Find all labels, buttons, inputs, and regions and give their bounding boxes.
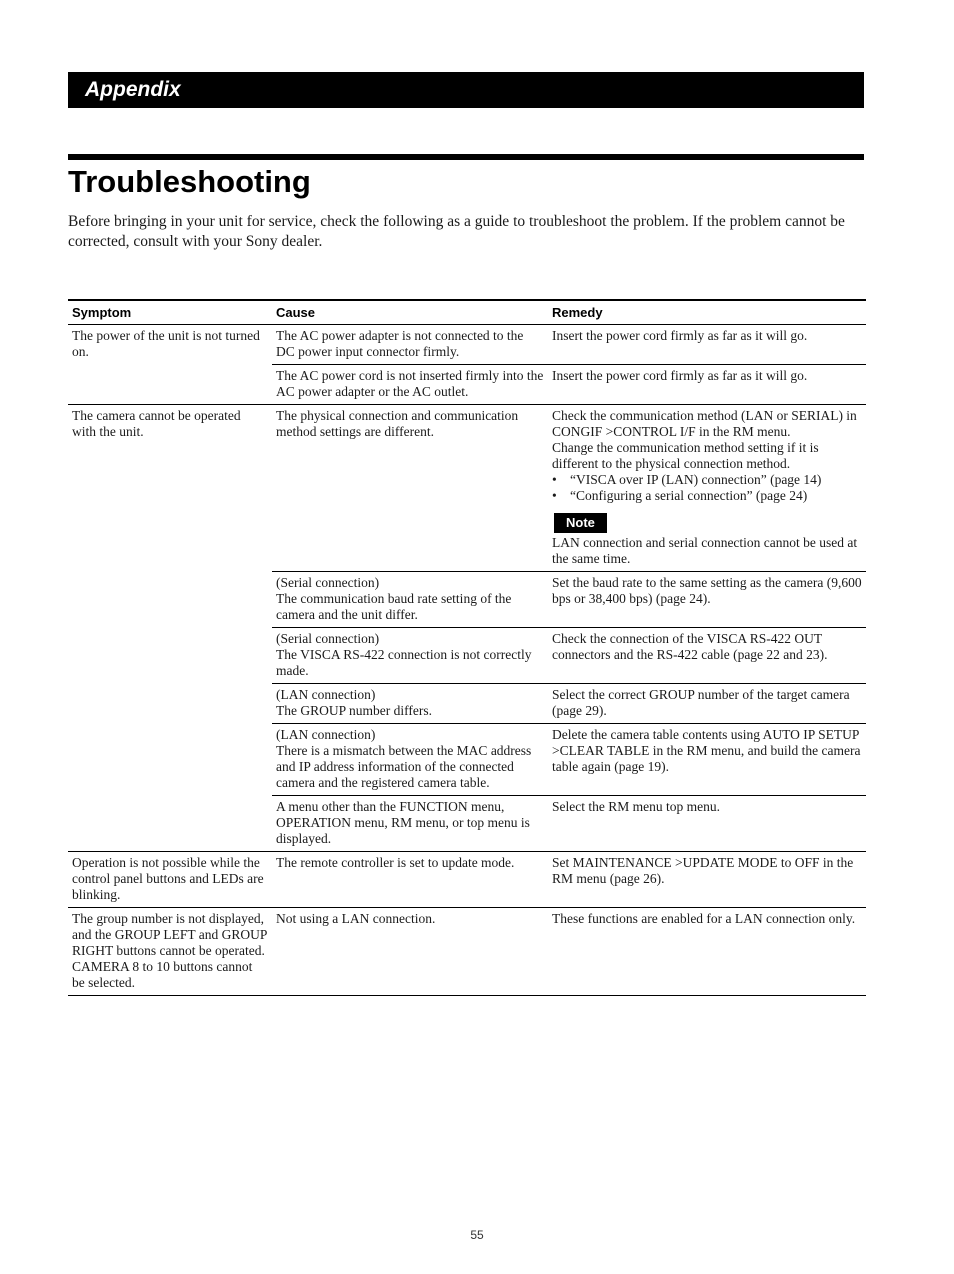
remedy-cell	[548, 365, 866, 405]
remedy-cell	[548, 325, 866, 365]
remedy-text: Set MAINTENANCE >UPDATE MODE to OFF in the RM menu (page 26).	[552, 855, 854, 886]
section-header-bar: Appendix	[68, 72, 864, 108]
remedy-text: Delete the camera table contents using AUTO IP SETUP >CLEAR TABLE in the RM menu, and build the camera table again (page 19).	[552, 727, 861, 774]
remedy-cell	[548, 796, 866, 852]
table-body	[68, 325, 866, 996]
remedy-cell	[548, 405, 866, 572]
page-title: Troubleshooting	[68, 164, 311, 199]
symptom-text: The camera cannot be operated with the unit.	[72, 408, 241, 439]
column-header-cause: Cause	[272, 300, 548, 325]
cause-text: (Serial connection)	[276, 575, 380, 590]
cause-text: (LAN connection)	[276, 687, 376, 702]
reference-item: • “VISCA over IP (LAN) connection” (page 14)	[552, 472, 862, 488]
cause-text: (LAN connection)	[276, 727, 376, 742]
cause-cell	[272, 365, 548, 405]
remedy-text: Insert the power cord firmly as far as it will go.	[552, 328, 808, 343]
remedy-text: Select the RM menu top menu.	[552, 799, 720, 814]
symptom-cell	[68, 908, 272, 996]
intro-paragraph: Before bringing in your unit for service, check the following as a guide to troubleshoot the problem. If the problem cannot be corrected, consult with your Sony dealer.	[68, 213, 845, 250]
remedy-text: Change the communication method setting if it is different to the physical connection method.	[552, 440, 819, 471]
cause-text: A menu other than the FUNCTION menu, OPERATION menu, RM menu, or top menu is displayed.	[276, 799, 530, 846]
remedy-text: Check the communication method (LAN or SERIAL) in CONGIF >CONTROL I/F in the RM menu.	[552, 408, 857, 439]
remedy-cell	[548, 908, 866, 996]
title-rule	[68, 154, 864, 160]
remedy-cell	[548, 852, 866, 908]
table-row	[68, 852, 866, 908]
cause-cell	[272, 325, 548, 365]
table-header-row	[68, 300, 866, 325]
cause-cell	[272, 852, 548, 908]
cause-text: The GROUP number differs.	[276, 703, 432, 718]
page-number: 55	[470, 1228, 484, 1242]
table-row	[68, 405, 866, 572]
cause-cell	[272, 684, 548, 724]
cause-text: The remote controller is set to update mode.	[276, 855, 515, 870]
remedy-text: These functions are enabled for a LAN connection only.	[552, 911, 856, 926]
remedy-cell	[548, 572, 866, 628]
remedy-text: Insert the power cord firmly as far as it will go.	[552, 368, 808, 383]
remedy-cell	[548, 724, 866, 796]
symptom-cell	[68, 325, 272, 405]
troubleshooting-table	[68, 299, 866, 996]
cause-text: The physical connection and communication method settings are different.	[276, 408, 519, 439]
remedy-text: Set the baud rate to the same setting as the camera (9,600 bps or 38,400 bps) (page 24).	[552, 575, 862, 606]
reference-item: • “Configuring a serial connection” (page 24)	[552, 488, 862, 504]
remedy-cell	[548, 628, 866, 684]
remedy-cell	[548, 684, 866, 724]
column-header-symptom: Symptom	[68, 300, 272, 325]
symptom-text: CAMERA 8 to 10 buttons cannot be selected.	[72, 959, 253, 990]
cause-text: The VISCA RS-422 connection is not correctly made.	[276, 647, 532, 678]
table-row	[68, 325, 866, 365]
symptom-text: The group number is not displayed, and the GROUP LEFT and GROUP RIGHT buttons cannot be operated.	[72, 911, 267, 958]
cause-cell	[272, 405, 548, 572]
note-badge: Note	[554, 513, 607, 533]
symptom-cell	[68, 405, 272, 852]
cause-cell	[272, 908, 548, 996]
cause-text: The communication baud rate setting of the camera and the unit differ.	[276, 591, 512, 622]
symptom-cell	[68, 852, 272, 908]
cause-text: There is a mismatch between the MAC address and IP address information of the connected camera and the registered camera table.	[276, 743, 532, 790]
symptom-text: Operation is not possible while the control panel buttons and LEDs are blinking.	[72, 855, 264, 902]
cause-text: The AC power cord is not inserted firmly into the AC power adapter or the AC outlet.	[276, 368, 544, 399]
cause-cell	[272, 572, 548, 628]
reference-list	[552, 472, 862, 504]
cause-text: Not using a LAN connection.	[276, 911, 436, 926]
note-text: LAN connection and serial connection cannot be used at the same time.	[552, 535, 858, 566]
cause-text: The AC power adapter is not connected to the DC power input connector firmly.	[276, 328, 524, 359]
cause-cell	[272, 796, 548, 852]
cause-text: (Serial connection)	[276, 631, 380, 646]
cause-cell	[272, 628, 548, 684]
column-header-remedy: Remedy	[548, 300, 866, 325]
cause-cell	[272, 724, 548, 796]
symptom-text: The power of the unit is not turned on.	[72, 328, 260, 359]
table-row	[68, 908, 866, 996]
remedy-text: Check the connection of the VISCA RS-422 OUT connectors and the RS-422 cable (page 22 and 23).	[552, 631, 828, 662]
remedy-text: Select the correct GROUP number of the target camera (page 29).	[552, 687, 850, 718]
